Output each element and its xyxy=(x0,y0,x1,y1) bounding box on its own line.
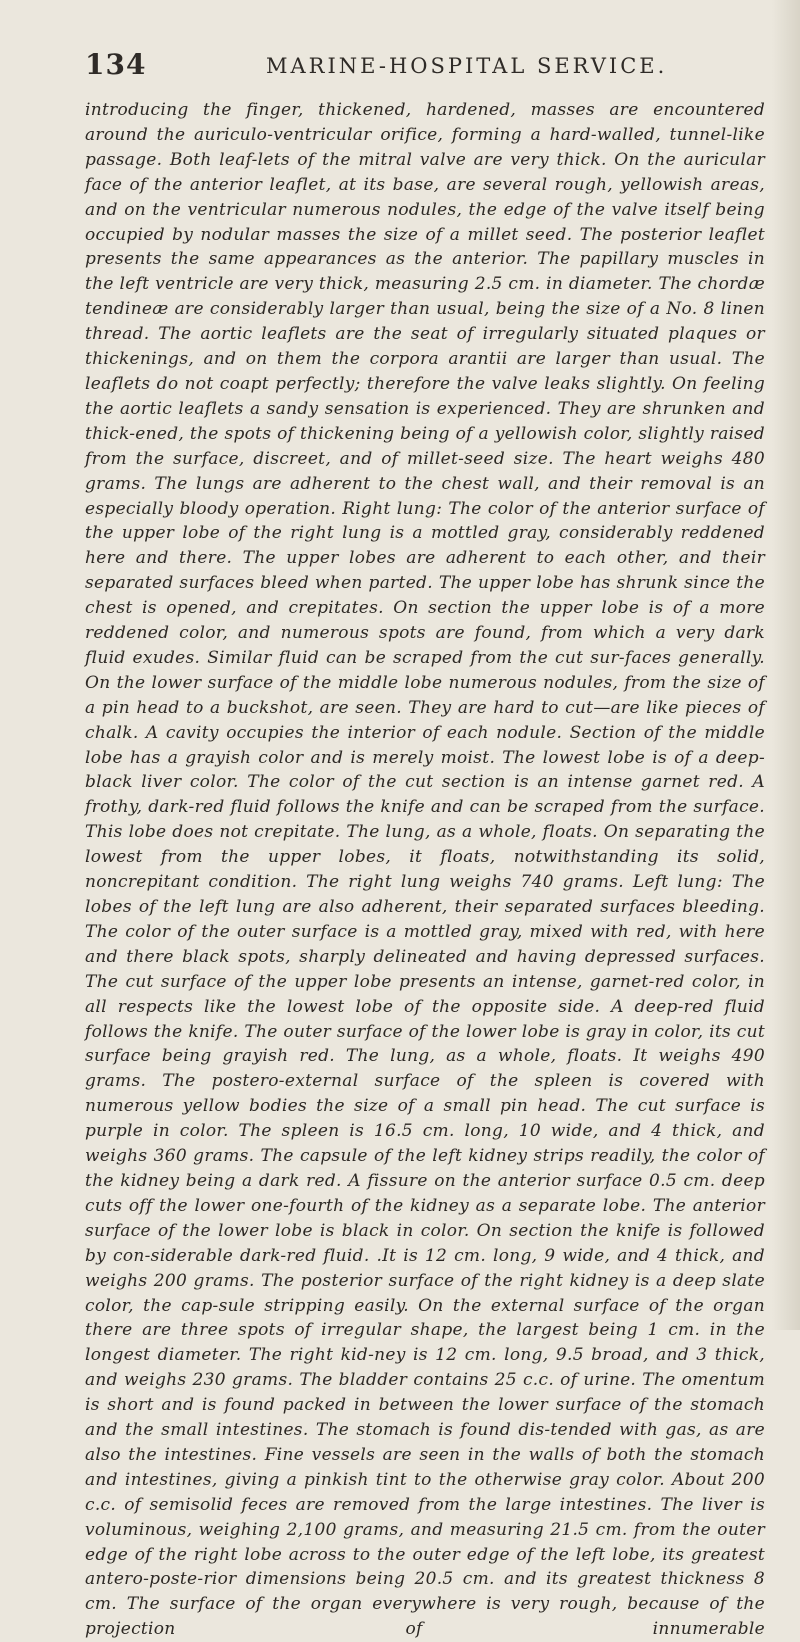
running-head: MARINE-HOSPITAL SERVICE. xyxy=(266,54,668,78)
page-number: 134 xyxy=(85,48,147,81)
body-paragraph: introducing the finger, thickened, hardened, masses are encountered around the auriculo-ventricular orifice, forming a hard-walled, tunnel-like passage. Both leaf-lets of the mitral valve are very thick. On the auricular face of the anterior leaflet, at its base, are several rough, yellowish areas, and on the ventricular numerous nodules, the edge of the valve itself being occupied by nodular masses the size of a millet seed. The posterior leaflet presents the same appearances as the anterior. The papillary muscles in the left ventricle are very thick, measuring 2.5 cm. in diameter. The chordæ tendineæ are considerably larger than usual, being the size of a No. 8 linen thread. The aortic leaflets are the seat of irregularly situated plaques or thickenings, and on them the corpora arantii are larger than usual. The leaflets do not coapt perfectly; therefore the valve leaks slightly. On feeling the aortic leaflets a sandy sensation is experienced. They are shrunken and thick-ened, the spots of thickening being of a yellowish color, slightly raised from the surface, discreet, and of millet-seed size. The heart weighs 480 grams. The lungs are adherent to the chest wall, and their removal is an especially bloody operation. Right lung: The color of the anterior surface of the upper lobe of the right lung is a mottled gray, considerably reddened here and there. The upper lobes are adherent to each other, and their separated surfaces bleed when parted. The upper lobe has shrunk since the chest is opened, and crepitates. On section the upper lobe is of a more reddened color, and numerous spots are found, from which a very dark fluid exudes. Similar fluid can be scraped from the cut sur-faces generally. On the lower surface of the middle lobe numerous nodules, from the size of a pin head to a buckshot, are seen. They are hard to cut—are like pieces of chalk. A cavity occupies the interior of each nodule. Section of the middle lobe has a grayish color and is merely moist. The lowest lobe is of a deep-black liver color. The color of the cut section is an intense garnet red. A frothy, dark-red fluid follows the knife and can be scraped from the surface. This lobe does not crepitate. The lung, as a whole, floats. On separating the lowest from the upper lobes, it floats, notwithstanding its solid, noncrepitant condition. The right lung weighs 740 grams. Left lung: The lobes of the left lung are also adherent, their separated surfaces bleeding. The color of the outer surface is a mottled gray, mixed with red, with here and there black spots, sharply delineated and having depressed surfaces. The cut surface of the upper lobe presents an intense, garnet-red color, in all respects like the lowest lobe of the opposite side. A deep-red fluid follows the knife. The outer surface of the lower lobe is gray in color, its cut surface being grayish red. The lung, as a whole, floats. It weighs 490 grams. The postero-external surface of the spleen is covered with numerous yellow bodies the size of a small pin head. The cut surface is purple in color. The spleen is 16.5 cm. long, 10 wide, and 4 thick, and weighs 360 grams. The capsule of the left kidney strips readily, the color of the kidney being a dark red. A fissure on the anterior surface 0.5 cm. deep cuts off the lower one-fourth of the kidney as a separate lobe. The anterior surface of the lower lobe is black in color. On section the knife is followed by con-siderable dark-red fluid. .It is 12 cm. long, 9 wide, and 4 thick, and weighs 200 grams. The posterior surface of the right kidney is a deep slate color, the cap-sule stripping easily. On the external surface of the organ there are three spots of irregular shape, the largest being 1 cm. in the longest diameter. The right kid-ney is 12 cm. long, 9.5 broad, and 3 thick, and weighs 230 grams. The bladder contains 25 c.c. of urine. The omentum is short and is found packed in between the lower surface of the stomach and the small intestines. The stomach is found dis-tended with gas, as are also the intestines. Fine vessels are seen in the walls of both the stomach and intestines, giving a pinkish tint to the otherwise gray color. About 200 c.c. of semisolid feces are removed from the large intestines. The liver is voluminous, weighing 2,100 grams, and measuring 21.5 cm. from the outer edge of the right lobe across to the outer edge of the left lobe, its greatest antero-poste-rior dimensions being 20.5 cm. and its greatest thickness 8 cm. The surface of the organ everywhere is very rough, because of the projection of innumerable xyxy=(85,100,765,1640)
page-header xyxy=(0,48,800,88)
